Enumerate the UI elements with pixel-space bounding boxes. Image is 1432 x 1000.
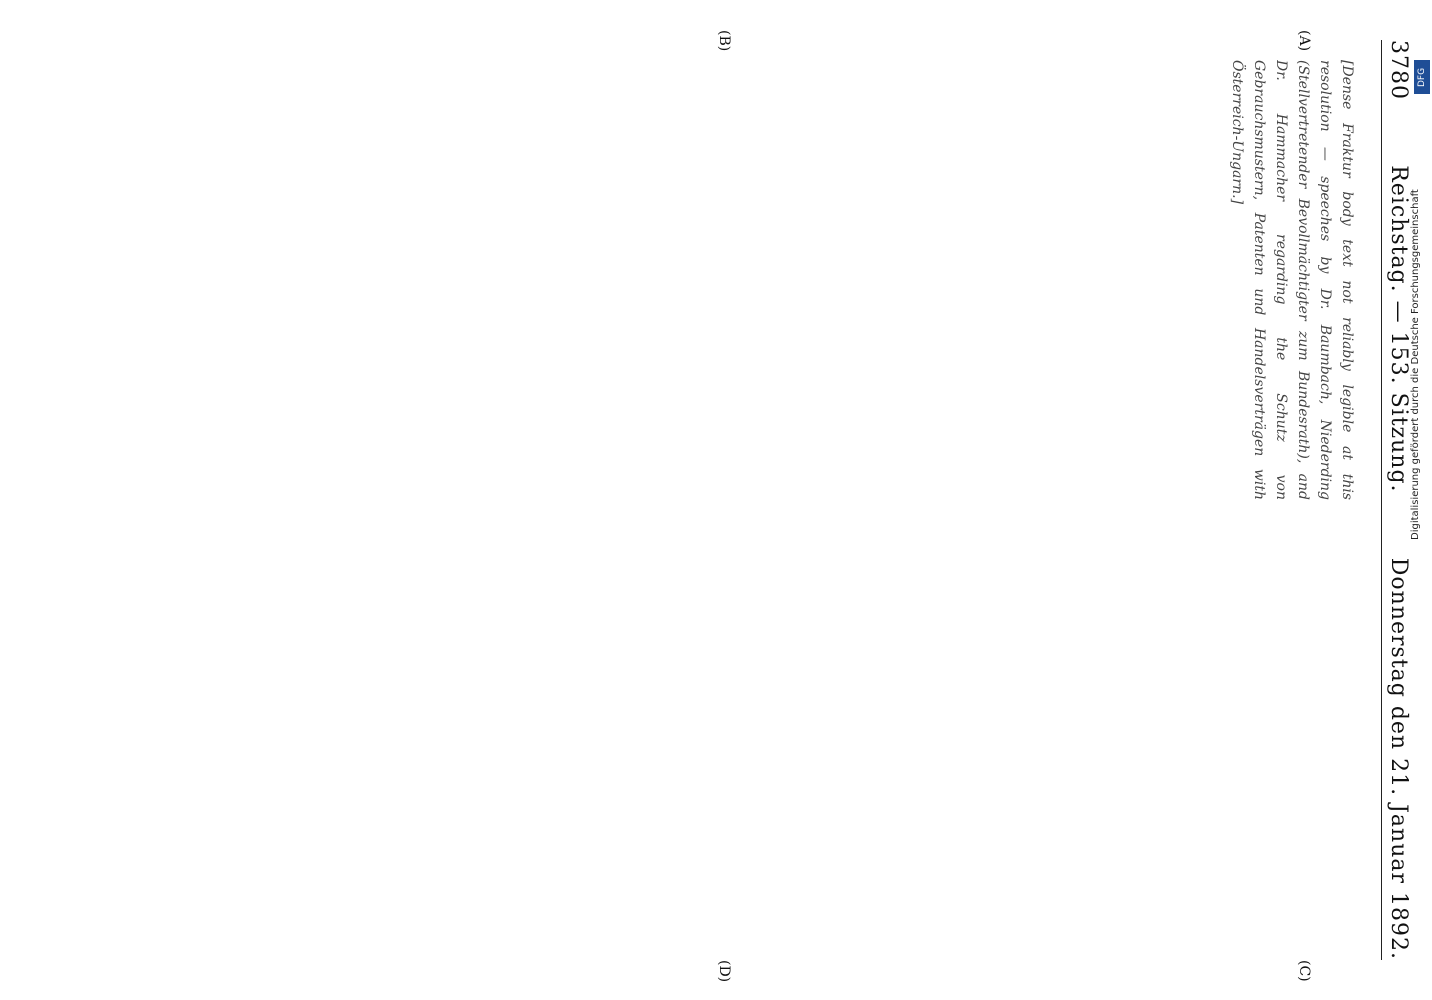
dfg-logo: DFG bbox=[1414, 60, 1430, 94]
marker-b: (B) bbox=[716, 30, 732, 52]
page-number: 3780 bbox=[1386, 40, 1411, 100]
digitization-note: Digitalisierung gefördert durch die Deutsche Forschungsgemeinschaft bbox=[1410, 189, 1421, 540]
marker-d: (D) bbox=[716, 960, 732, 983]
marker-a: (A) bbox=[1296, 30, 1312, 52]
marker-c: (C) bbox=[1296, 960, 1312, 982]
session-date: Donnerstag den 21. Januar 1892. bbox=[1386, 557, 1411, 960]
text-column-right bbox=[40, 520, 1372, 960]
text-column-left bbox=[40, 60, 1372, 500]
body-note: [Dense Fraktur body text not reliably legible at this resolution — speeches by Dr. Baumbach, Niederding (Stellvertretender Bevollmächtigter zum Bundesrath), and Dr. Hammacher regarding the Schutz von Gebrauchsmustern, Patenten und Handelsverträgen with Österreich-Ungarn.] bbox=[1229, 60, 1355, 500]
session-title: Reichstag. — 153. Sitzung. bbox=[1386, 165, 1411, 493]
